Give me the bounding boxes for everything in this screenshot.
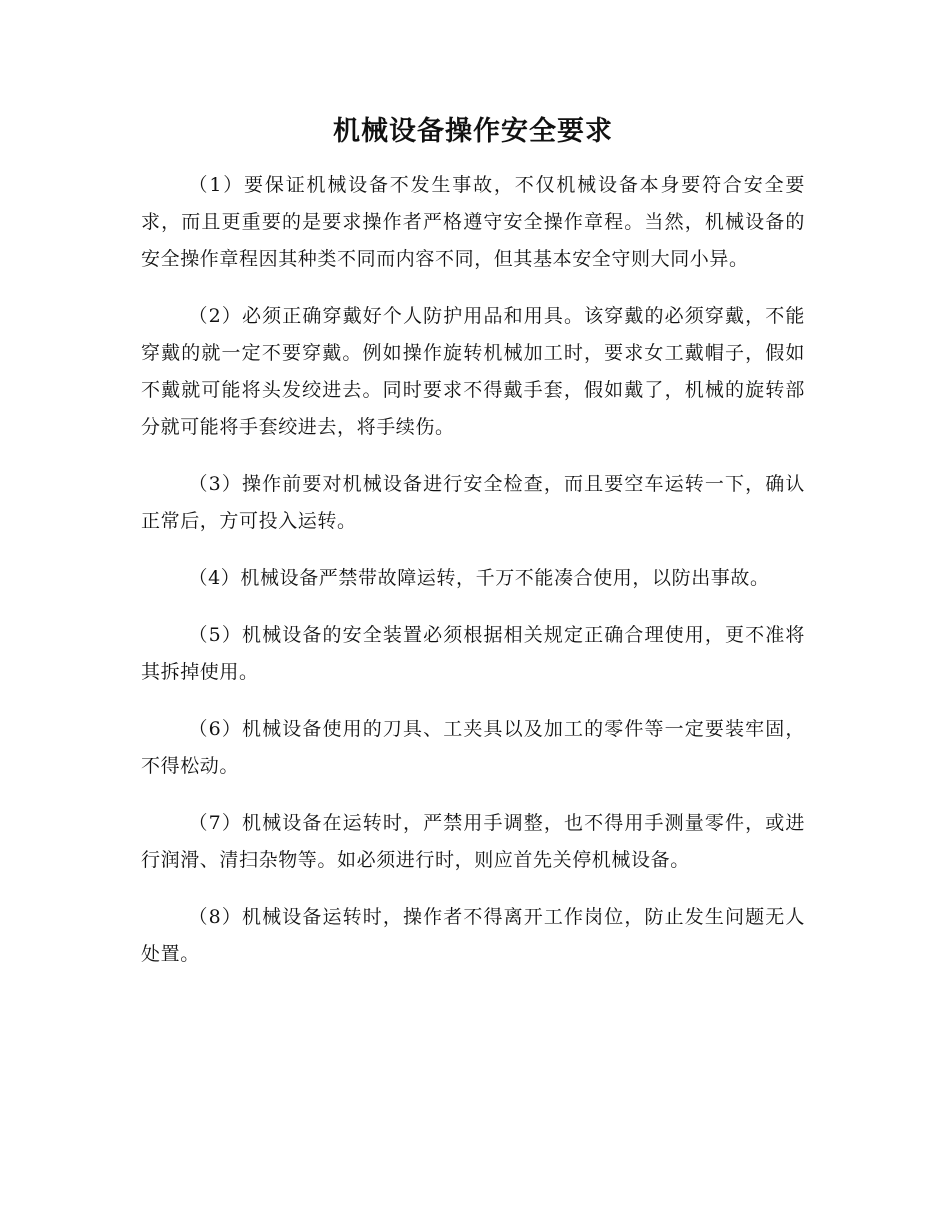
paragraph-6: （6）机械设备使用的刀具、工夹具以及加工的零件等一定要装牢固，不得松动。 bbox=[141, 718, 805, 777]
paragraph-7: （7）机械设备在运转时，严禁用手调整，也不得用手测量零件，或进行润滑、清扫杂物等。如必须进行时，则应首先关停机械设备。 bbox=[141, 812, 805, 871]
paragraph-5: （5）机械设备的安全装置必须根据相关规定正确合理使用，更不准将其拆掉使用。 bbox=[141, 624, 805, 683]
paragraph-1: （1）要保证机械设备不发生事故，不仅机械设备本身要符合安全要求，而且更重要的是要求操作者严格遵守安全操作章程。当然，机械设备的安全操作章程因其种类不同而内容不同，但其基本安全守则大同小异。 bbox=[141, 174, 805, 270]
paragraph-8: （8）机械设备运转时，操作者不得离开工作岗位，防止发生问题无人处置。 bbox=[141, 906, 805, 965]
paragraph-2: （2）必须正确穿戴好个人防护用品和用具。该穿戴的必须穿戴，不能穿戴的就一定不要穿戴。例如操作旋转机械加工时，要求女工戴帽子，假如不戴就可能将头发绞进去。同时要求不得戴手套，假如戴了，机械的旋转部分就可能将手套绞进去，将手续伤。 bbox=[141, 305, 805, 438]
document-title: 机械设备操作安全要求 bbox=[333, 116, 613, 147]
paragraph-3: （3）操作前要对机械设备进行安全检查，而且要空车运转一下，确认正常后，方可投入运转。 bbox=[141, 473, 805, 532]
paragraph-4: （4）机械设备严禁带故障运转，千万不能凑合使用，以防出事故。 bbox=[188, 567, 770, 589]
